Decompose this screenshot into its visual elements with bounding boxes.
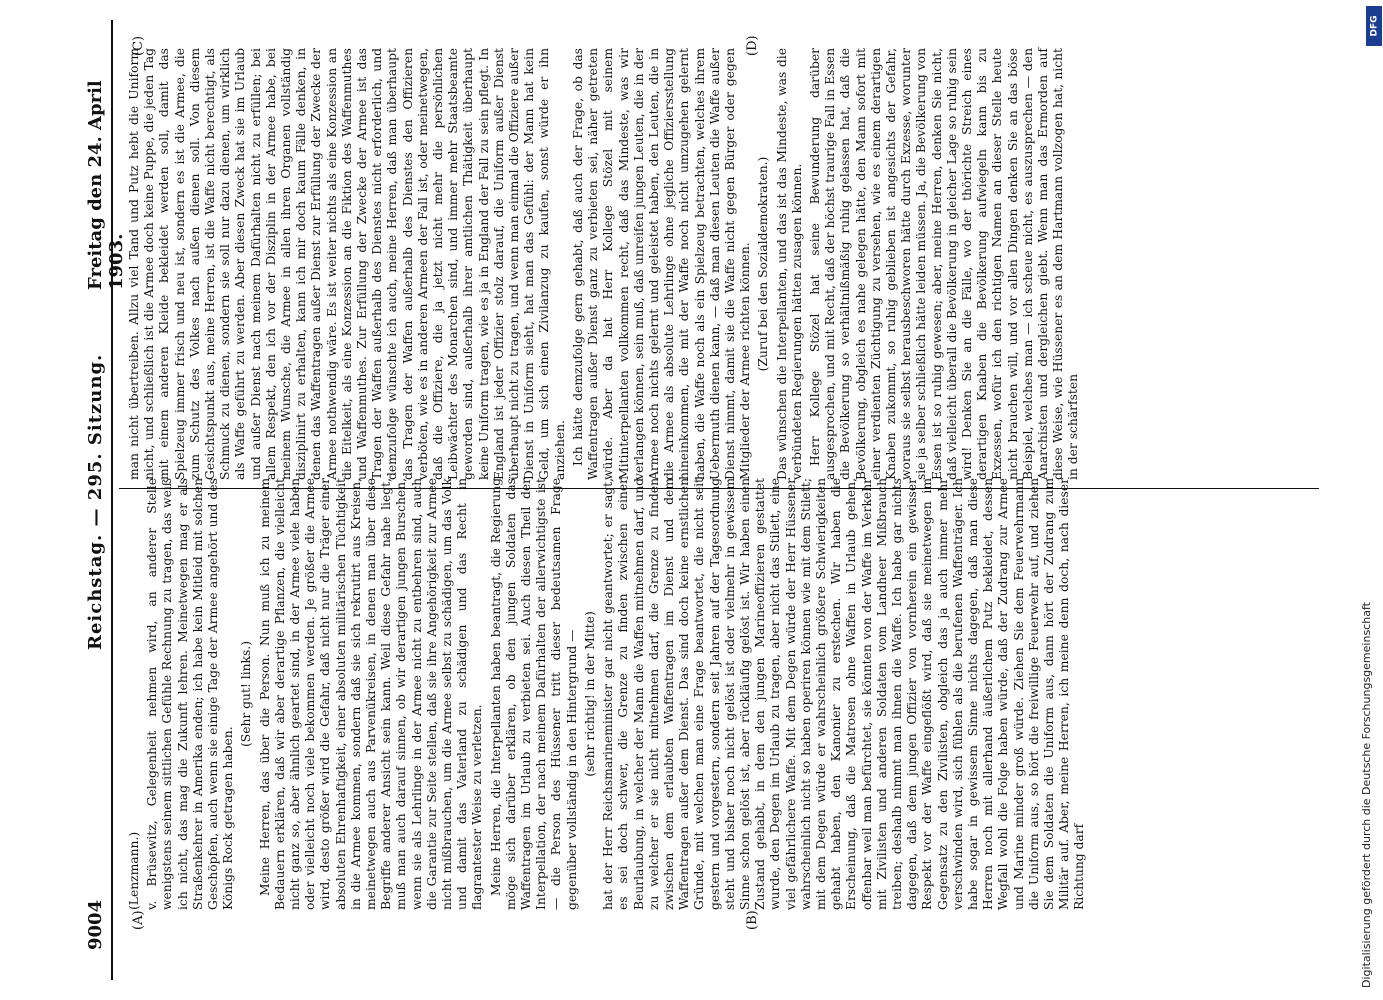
paragraph: Herr Kollege Stözel hat seine Bewunderung darüber ausgesprochen, und mit Recht, daß der höchst traurige Fall in Essen die Bevölkerung so verhältnißmäßig ruhig gelassen hat, daß die Bevölkerung, obgleich es nahe gelegen hätte, den Mann sofort mit einer verdienten Züchtigung zu versehen, wie es einem derartigen Knaben zukommt, so ruhig geblieben ist angesichts der Gefahr, woraus sie selbst herausbeschworen hätte durch Exzesse, worunter sie ja selber schließlich hätte leiden müssen. Ja, die Bevölkerung von Essen ist so ruhig gewesen; aber, meine Herren, denken Sie nicht, daß vielleicht überall die Bevölkerung in gleicher Lage so ruhig sein wird! Denken Sie an die Fälle, wo der thörichte Streich eines derartigen Knaben die Bevölkerung aufwiegeln kann bis zu Exzessen, wofür ich den richtigen Namen an dieser Stelle heute nicht brauchen will, und vor allen Dingen denken Sie an das böse Beispiel, welches man — ich scheue nicht, es auszusprechen — den Anarchisten und dergleichen giebt. Wenn man das Ermorden auf diese Weise, wie Hüssener es an dem Hartmann vollzogen hat, nicht in der schärfsten — [807, 48, 1081, 480]
margin-marker-b: (B) — [745, 910, 760, 930]
paragraph: Ich hätte demzufolge gern gehabt, daß auch der Frage, ob das Waffentragen außer Dienst ganz zu verbieten sei, näher getreten würde. Aber da hat Herr Kollege Stözel mit seinem Mitinterpellanten vollkommen recht, daß das Mindeste, was wir verlangen können, sein muß, daß unreifen jungen Leuten, die in der Armee noch nichts gelernt und geleistet haben, den Leuten, die in die Armee als absolute Lehrlinge ohne jegliche Offiziersstellung hineinkommen, die mit der Waffe noch nicht umzugehen gelernt haben, die Waffe noch als ein Spielzeug betrachten, welches ihrem Uebermuth dienen kann, — daß man diesen Leuten die Waffe außer Dienst nimmt, damit sie die Waffe nicht gegen Bürger oder gegen Mitglieder der Armee richten können. — [570, 48, 753, 480]
paragraph: Meine Herren, das über die Person. Nun muß ich zu meinem Bedauern erklären, daß wir aber derartige Pflanzen, die vielleicht nicht ganz so, aber ähnlich geartet sind, in der Armee viele haben oder vielleicht noch viele bekommen werden. Je größer die Armee wird, desto größer wird die Gefahr, daß nicht nur die Träger einer absoluten Ehrenhaftigkeit, einer absoluten militärischen Tüchtigkeit in die Armee kommen, sondern daß sie sich rekrutirt aus Kreisen, meinetwegen auch aus Parvenükreisen, in denen man über diese Begriffe anderer Ansicht sein kann. Weil diese Gefahr nahe liegt, muß man auch darauf sinnen, ob wir derartigen jungen Burschen, wenn sie als Lehrlinge in der Armee nicht zu entbehren sind, auch die Garantie zur Seite stellen, daß sie ihre Angehörigkeit zur Armee nicht mißbrauchen, um die Armee selbst zu schädigen, um das Volk und damit das Vaterland zu schädigen und das Recht in flagrantester Weise zu verletzen. — [257, 478, 485, 910]
paragraph: Das wünschen die Interpellanten, und das ist das Mindeste, was die verbündeten Regierungen hätten zusagen können. — [774, 48, 804, 480]
paragraph: (sehr richtig! in der Mitte) — [582, 611, 597, 777]
paragraph: Meine Herren, die Interpellanten haben beantragt, die Regierung möge sich darüber erklären, ob den jungen Soldaten das Waffentragen im Urlaub zu verbieten sei. Auch diesen Theil der Interpellation, der nach meinem Dafürhalten der allerwichtigste ist — die Person des Hüssener tritt dieser bedeutsamen Frage gegenüber vollständig in den Hintergrund — — [488, 478, 579, 910]
dfg-logo-text: DFG — [1369, 15, 1380, 37]
left-text-column — [127, 478, 1091, 910]
paragraph: v. Brüsewitz, Gelegenheit nehmen wird, an anderer Stelle wenigstens seinem sittlichen Gefühle Rechnung zu tragen, das weiß ich nicht, das mag die Zukunft lehren. Meinetwegen mag er als Straßenkehrer in Amerika enden; ich habe kein Mitleid mit solchen Geschöpfen, auch wenn sie einige Tage der Armee angehört und des Königs Rock getragen haben. — [145, 478, 236, 910]
paragraph: (Lenzmann.) — [127, 831, 141, 910]
page-number: 9004 — [85, 899, 106, 950]
page-header — [85, 20, 127, 980]
rotated-page-content — [55, 20, 1345, 980]
paragraph: (Sehr gut! links.) — [239, 640, 254, 748]
margin-marker-d: (D) — [745, 35, 760, 56]
session-title: Reichstag. — 295. Sitzung. — [85, 353, 106, 650]
session-date: Freitag den 24. April 1903. — [85, 80, 127, 290]
dfg-logo — [1366, 6, 1382, 46]
margin-marker-a: (A) — [131, 910, 146, 930]
digitization-credit — [1352, 30, 1373, 990]
paragraph: (Zuruf bei den Sozialdemokraten.) — [756, 156, 771, 372]
paragraph: man nicht übertreiben. Allzu viel Tand und Putz hebt die Uniform nicht, und schließlich ist die Armee doch keine Puppe, die jeden Tag mit einem anderen Kleide bekleidet werden soll, damit das Spielzeug immer frisch und neu ist, sondern es ist die Armee, die zum Schutz des Volkes nach außen dienen soll. Von diesem Gesichtspunkt aus, meine Herren, ist die Waffe nicht berechtigt, als Schmuck zu dienen, sondern sie soll nur dazu dienen, um wirklich als Waffe geführt zu werden. Aber diesen Zweck hat sie im Urlaub und außer Dienst nach meinem Dafürhalten nicht zu erfüllen; bei allem Respekt, den ich vor der Disziplin in der Armee habe, bei meinem Wunsche, die Armee in allen ihren Organen vollständig disziplinirt zu erhalten, kann ich mir doch kaum Fälle denken, in denen das Waffentragen außer Dienst zur Erfüllung der Zwecke der Armee nothwendig wäre. Es ist weiter nichts als eine Konzession an die Eitelkeit, als eine Konzession an die Fiktion des Waffenmuthes und Waffenmuthes. Zur Erfüllung der Zwecke der Armee ist das Tragen der Waffen außerhalb des Dienstes nicht erforderlich, und demzufolge wünschte ich auch, meine Herren, daß man überhaupt das Tragen der Waffen außerhalb des Dienstes den Offizieren verböten, wie es in anderen Armeen der Fall ist, oder meinetwegen, daß die Offiziere, die ja jetzt nicht mehr die persönlichen Leibwächter des Monarchen sind, und immer mehr Staatsbeamte geworden sind, außerhalb ihrer amtlichen Thätigkeit überhaupt keine Uniform tragen, wie es ja in England der Fall zu sein pflegt. In England ist jeder Offizier stolz darauf, die Uniform außer Dienst überhaupt nicht zu tragen, und wenn man einmal die Offiziere außer Dienst in Uniform sieht, hat man das Gefühl: der Mann hat kein Geld, um sich einen Zivilanzug zu kaufen, sonst würde er ihn anziehen. — [127, 48, 567, 480]
paragraph: hat der Herr Reichsmarineminister gar nicht geantwortet; er sagt, es sei doch schwer, die Grenze zu finden zwischen einer Beurlaubung, in welcher der Mann die Waffen mitnehmen darf, und zu welcher er sie nicht mitnehmen darf, die Grenze zu finden zwischen dem erlaubten Waffentragen im Dienst und dem Waffentragen außer dem Dienst. Das sind doch keine ernstlichen Gründe, mit welchen man eine Frage beantwortet, die nicht seit gestern und vorgestern, sondern seit Jahren auf der Tagesordnung steht und bisher noch nicht gelöst ist oder vielmehr in gewissem Sinne schon gelöst ist, aber rückläufig gelöst ist. Wir haben einen Zustand gehabt, in dem den jungen Marineoffizieren gestattet wurde, den Degen im Urlaub zu tragen, aber nicht das Stilett, eine viel gefährlichere Waffe. Mit dem Degen würde der Herr Hüssener wahrscheinlich nicht so haben operiren können wie mit dem Stilett; mit dem Degen würde er wahrscheinlich größere Schwierigkeiten gehabt haben, den Kanonier zu erstechen. Wir haben die Erscheinung, daß die Matrosen ohne Waffen in Urlaub gehen, offenbar weil man befürchtet, sie könnten von der Waffe im Verkehr mit Zivilisten und anderen Soldaten vom Landheer Mißbrauch treiben; deshalb nimmt man ihnen die Waffe. Ich habe gar nichts dagegen, daß dem jungen Offizier von vornherein ein gewisser Respekt vor der Waffe eingeflößt wird, daß sie meinetwegen im Gegensatz zu den Zivilisten, obgleich das ja auch immer mehr verschwinden wird, sich fühlen als die berufenen Waffenträger. Ich habe sogar in gewissem Sinne nichts dagegen, daß man diese Herren noch mit allerhand äußerlichem Putz bekleidet, dessen Wegfall wohl die Folge haben würde, daß der Zudrang zur Armee und Marine minder groß würde. Ziehen Sie dem Feuerwehrmann die Uniform aus, so hört die freiwillige Feuerwehr auf, und ziehen Sie dem Soldaten die Uniform aus, dann hört der Zudrang zum Militär auf. Aber, meine Herren, ich meine denn doch, nach dieser Richtung darf — [601, 478, 1087, 910]
margin-marker-c: (C) — [131, 35, 146, 56]
right-text-column — [127, 48, 1085, 480]
credit-text: Digitalisierung gefördert durch die Deutsche Forschungsgemeinschaft — [1360, 602, 1373, 988]
